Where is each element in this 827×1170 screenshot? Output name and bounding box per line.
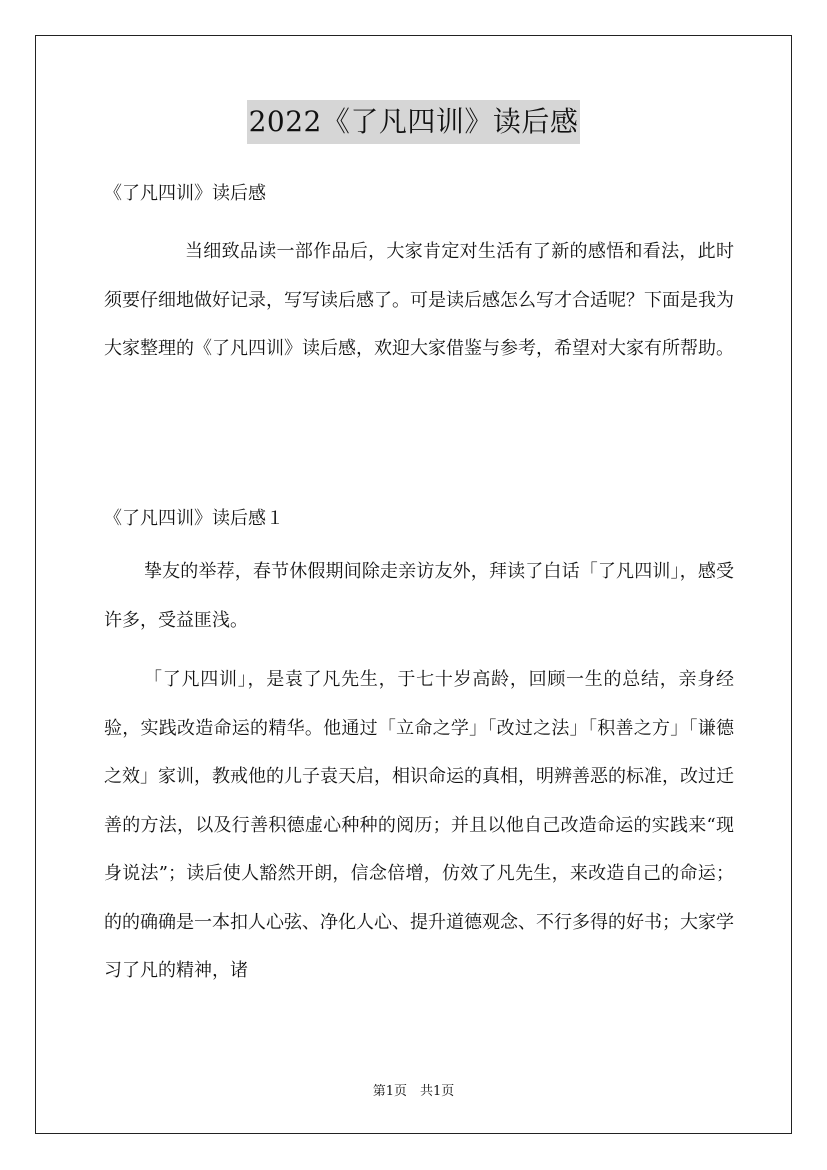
section-heading: 《了凡四训》读后感１	[104, 508, 284, 529]
body-paragraph-1: 挚友的举荐，春节休假期间除走亲访友外，拜读了白话「了凡四训」，感受许多，受益匪浅。	[104, 561, 734, 631]
document-subtitle: 《了凡四训》读后感	[104, 183, 266, 204]
document-title: 2022《了凡四训》读后感	[247, 100, 581, 144]
intro-paragraph: 当细致品读一部作品后，大家肯定对生活有了新的感悟和看法，此时须要仔细地做好记录，写写读后感了。可是读后感怎么写才合适呢？下面是我为大家整理的《了凡四训》读后感，欢迎大家借鉴与参考，希望对大家有所帮助。	[104, 241, 734, 359]
title-container	[0, 100, 827, 144]
page-footer: 第1页 共1页	[372, 1084, 455, 1099]
body-paragraph-2: 「了凡四训」，是袁了凡先生，于七十岁高龄，回顾一生的总结，亲身经验，实践改造命运的精华。他通过「立命之学」「改过之法」「积善之方」「谦德之效」家训，教戒他的儿子袁天启，相识命运的真相，明辨善恶的标准，改过迁善的方法，以及行善积德虚心种种的阅历；并且以他自己改造命运的实践来“现身说法”；读后使人豁然开朗，信念倍增，仿效了凡先生，来改造自己的命运；的的确确是一本扣人心弦、净化人心、提升道德观念、不行多得的好书；大家学习了凡的精神，诸	[104, 669, 734, 981]
